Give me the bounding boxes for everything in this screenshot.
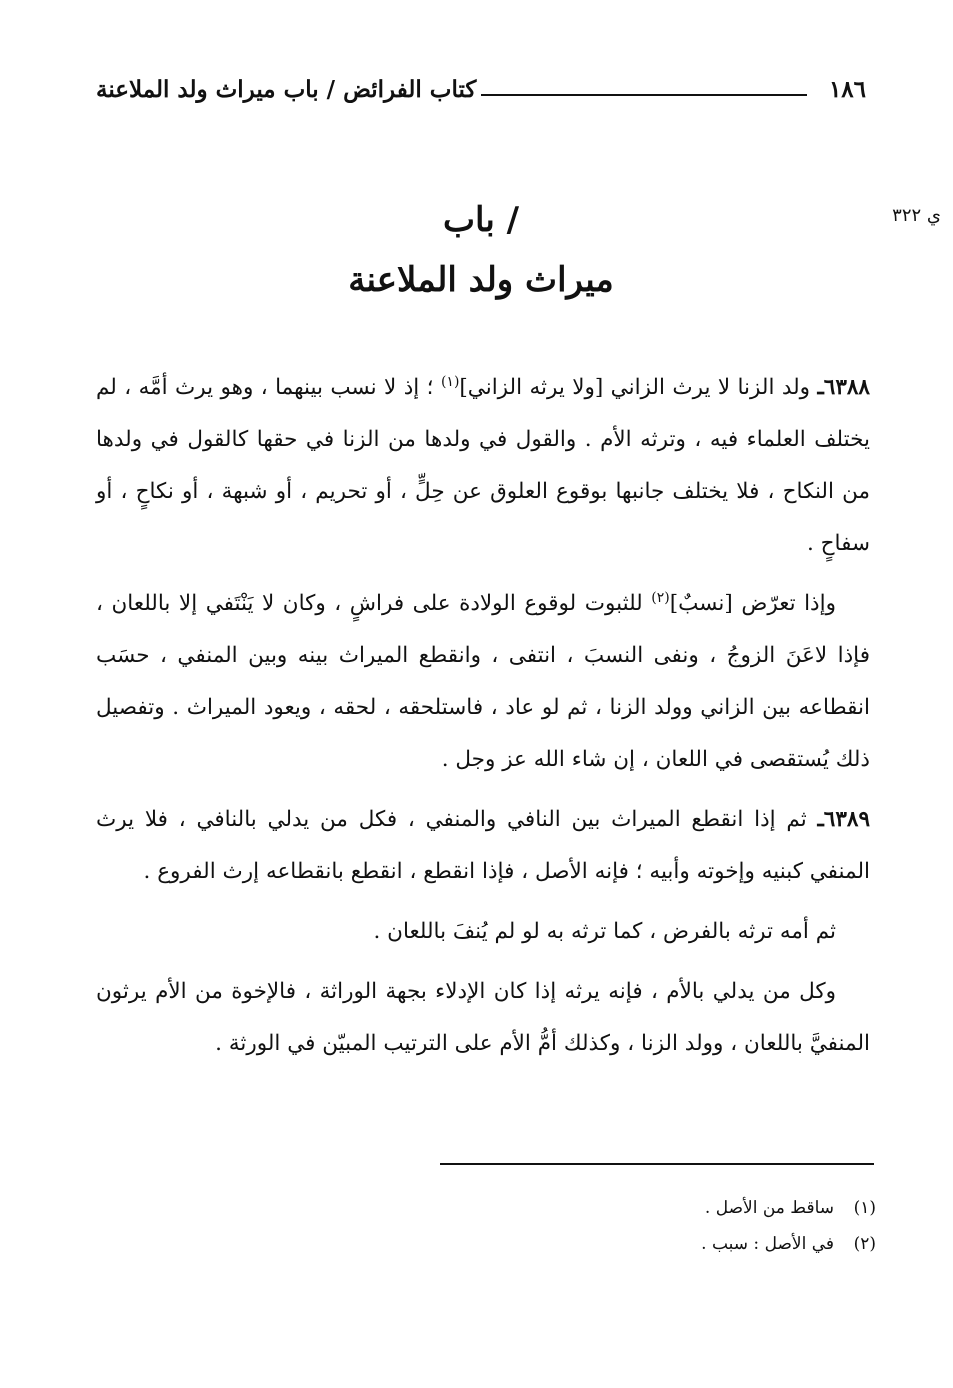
chapter-title-line1: / باب [442, 200, 520, 240]
issue-number: ٦٣٨٨ـ [817, 375, 870, 400]
footnotes [96, 1190, 876, 1262]
running-title: كتاب الفرائض / باب ميراث ولد الملاعنة [96, 76, 477, 103]
footnote-ref: (١) [440, 373, 460, 390]
chapter-title-line2: ميراث ولد الملاعنة [348, 260, 614, 300]
footnote-ref: (٢) [651, 589, 670, 606]
footnote-rule [440, 1163, 874, 1165]
paragraph-text: وإذا تعرّض [نسبٌ] [669, 591, 836, 616]
running-header [96, 72, 866, 116]
paragraph-text: ؛ إذ لا نسب بينهما ، وهو يرث أمَّه ، لم يختلف العلماء فيه ، وترثه الأم . والقول في ولدها من الزنا في حقها كالقول في ولدها من النكاح ، فلا يختلف جانبها بوقوع العلوق عن حِلٍّ ، أو تحريم ، أو شبهة ، أو نكاحٍ ، أو سفاحٍ . [96, 375, 870, 556]
paragraph [96, 966, 870, 1070]
footnote-number: (١) [853, 1198, 876, 1218]
page-number: ١٨٦ [828, 76, 866, 103]
header-rule [481, 94, 807, 96]
footnote-text: ساقط من الأصل . [704, 1198, 834, 1218]
footnote-text: في الأصل : سبب . [701, 1234, 834, 1254]
footnote-number: (٢) [853, 1234, 876, 1254]
paragraph-text: وكل من يدلي بالأم ، فإنه يرثه إذا كان الإدلاء بجهة الوراثة ، فالإخوة من الأم يرثون المنفيَّ باللعان ، وولد الزنا ، وكذلك أمُّ الأم على الترتيب المبيّن في الورثة . [96, 979, 870, 1056]
paragraph-text: للثبوت لوقوع الولادة على فراشٍ ، وكان لا يَنْتَفي إلا باللعان ، فإذا لاعَنَ الزوجُ ، ونفى النسبَ ، انتفى ، وانقطع الميراث بينه وبين المنفي ، حسَب انقطاعه بين الزاني وولد الزنا ، ثم لو عاد ، فاستلحقه ، لحقه ، ويعود الميراث . وتفصيل ذلك يُستقصى في اللعان ، إن شاء الله عز وجل . [96, 591, 870, 772]
paragraph-text: ولد الزنا لا يرث الزاني [ولا يرثه الزاني] [459, 375, 818, 400]
paragraph-6389 [96, 794, 870, 898]
issue-number: ٦٣٨٩ـ [817, 807, 870, 832]
paragraph [96, 906, 870, 958]
footnote [96, 1226, 876, 1262]
paragraph-text: ثم إذا انقطع الميراث بين النافي والمنفي ، فكل من يدلي بالنافي ، فلا يرث المنفي كبنيه وإخوته وأبيه ؛ فإنه الأصل ، فإذا انقطع ، انقطع بانقطاعه إرث الفروع . [96, 807, 870, 884]
paragraph-text: ثم أمه ترثه بالفرض ، كما ترثه به لو لم يُنفَ باللعان . [373, 919, 836, 944]
footnote [96, 1190, 876, 1226]
paragraph-6388 [96, 362, 870, 570]
chapter-heading [96, 190, 866, 310]
paragraph [96, 578, 870, 786]
margin-reference: ي ٣٢٢ [892, 205, 941, 226]
body-text [96, 362, 870, 1078]
